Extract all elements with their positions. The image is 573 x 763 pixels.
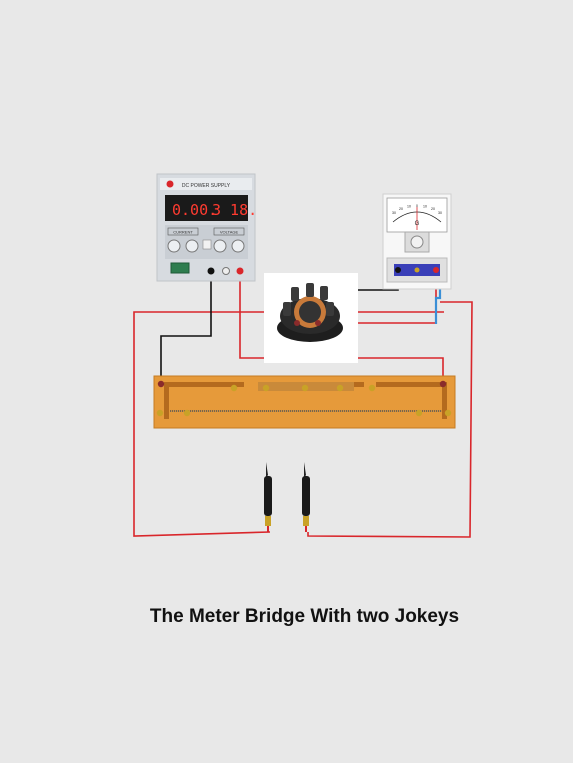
positive-terminal[interactable] (237, 268, 244, 275)
black-wire-psu-to-bridge (161, 275, 211, 384)
resistance-plug[interactable] (306, 283, 314, 297)
bridge-terminal[interactable] (263, 385, 269, 391)
current-coarse-knob[interactable] (168, 240, 180, 252)
bridge-terminal[interactable] (337, 385, 343, 391)
galvo-terminal-black[interactable] (395, 267, 401, 273)
scale-label: 30 (392, 211, 396, 215)
resistance-plug[interactable] (326, 302, 334, 316)
galvo-terminal-mid[interactable] (415, 268, 420, 273)
bridge-terminal-left-top[interactable] (158, 381, 164, 387)
power-button[interactable] (171, 263, 189, 273)
psu-header-text: DC POWER SUPPLY (181, 183, 231, 189)
box-terminal-right[interactable] (315, 320, 321, 326)
galvo-terminal-red[interactable] (433, 267, 439, 273)
box-terminal-left[interactable] (294, 320, 300, 326)
bridge-terminal[interactable] (369, 385, 375, 391)
dc-power-supply (157, 174, 257, 281)
current-display: 3 18. (212, 201, 258, 219)
resistance-plug[interactable] (283, 302, 291, 316)
meter-bridge (154, 376, 455, 428)
ground-terminal[interactable] (223, 268, 230, 275)
jockey-left[interactable] (264, 462, 272, 532)
bridge-terminal-right-top[interactable] (440, 381, 446, 387)
scale-label: 10 (407, 204, 411, 209)
jockey-right[interactable] (302, 462, 310, 532)
voltage-coarse-knob[interactable] (214, 240, 226, 252)
current-fine-knob[interactable] (186, 240, 198, 252)
bridge-terminal-right-bottom[interactable] (445, 410, 451, 416)
bridge-terminal-left-bottom[interactable] (157, 410, 163, 416)
galvanometer (383, 194, 451, 289)
resistance-plug[interactable] (291, 287, 299, 301)
bridge-terminal-right-end[interactable] (416, 410, 422, 416)
brand-logo-icon (167, 181, 174, 188)
bridge-terminal[interactable] (231, 385, 237, 391)
resistance-box (264, 273, 358, 363)
scale-label: 0 (416, 204, 418, 208)
voltage-display: 0.00. (172, 201, 218, 219)
scale-label: 20 (431, 207, 435, 211)
scale-label: 20 (399, 207, 403, 211)
current-label: CURRENT (173, 229, 193, 235)
voltage-fine-knob[interactable] (232, 240, 244, 252)
galvanometer-symbol: G (414, 221, 420, 227)
scale-label: 30 (438, 211, 442, 215)
diagram-caption: The Meter Bridge With two Jokeys (149, 606, 460, 627)
bridge-terminal-left-end[interactable] (184, 410, 190, 416)
bridge-terminal[interactable] (302, 385, 308, 391)
scale-label: 10 (423, 204, 427, 209)
resistance-plug[interactable] (320, 286, 328, 300)
zero-adjust-knob[interactable] (411, 236, 423, 248)
negative-terminal[interactable] (208, 268, 215, 275)
voltage-label: VOLTAGE (219, 229, 239, 235)
